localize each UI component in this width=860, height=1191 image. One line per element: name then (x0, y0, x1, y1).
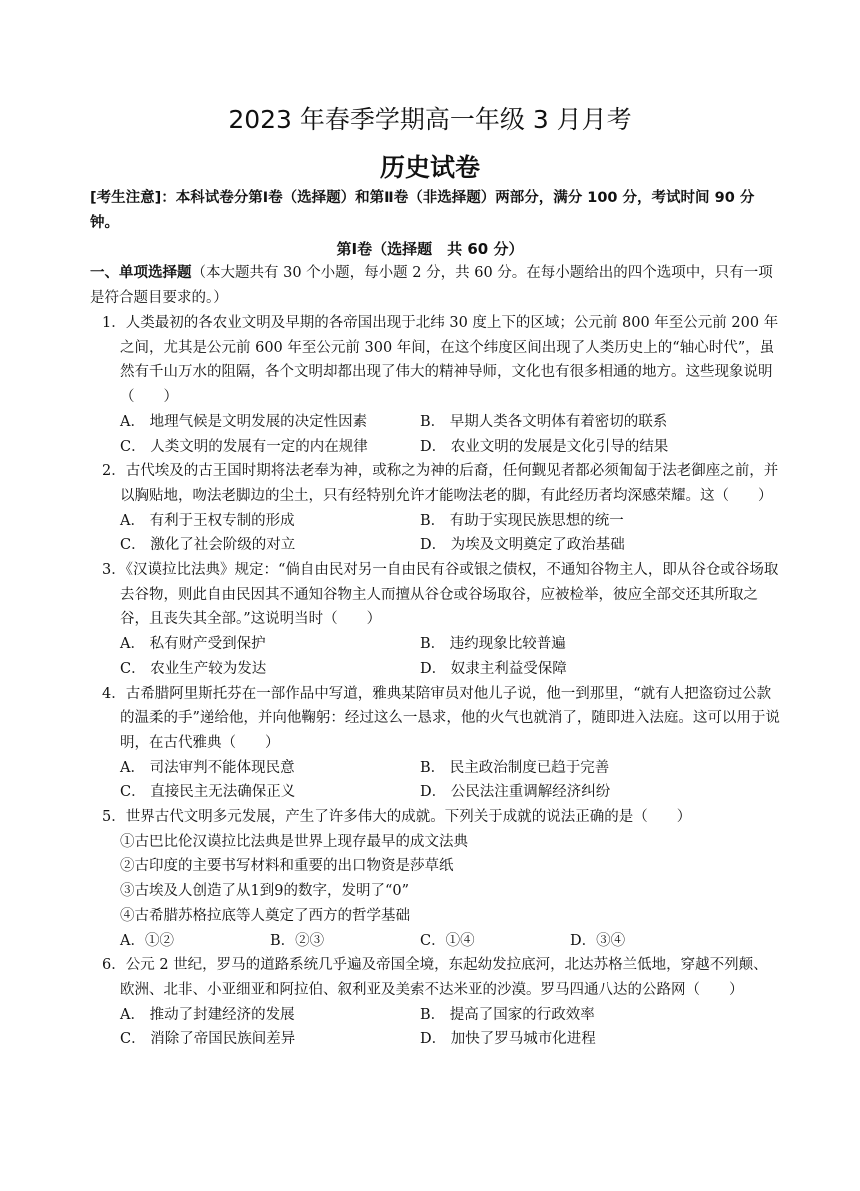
question-stem: 古希腊阿里斯托芬在一部作品中写道，雅典某陪审员对他儿子说，他一到那里，“就有人把盗窃过公款的温柔的手”递给他，并向他鞠躬：经过这么一恳求，他的火气也就消了，随即进入法庭。这可以用于说明，在古代雅典（ ） (120, 685, 780, 751)
option-c: C． 激化了社会阶级的对立 (120, 537, 296, 554)
section-instructions (90, 261, 780, 311)
option-d: D． 加快了罗马城市化进程 (420, 1031, 596, 1048)
option-c: C． 农业生产较为发达 (120, 660, 267, 677)
question-list (90, 311, 780, 1052)
option-d: D．③④ (570, 932, 626, 949)
option-a: A． 司法审判不能体现民意 (120, 759, 295, 776)
option-b: B．②③ (270, 932, 325, 949)
question-stem: 公元 2 世纪，罗马的道路系统几乎遍及帝国全境，东起幼发拉底河，北达苏格兰低地，穿越不列颠、欧洲、北非、小亚细亚和阿拉伯、叙利亚及美索不达米亚的沙漠。罗马四通八达的公路网（ ） (120, 957, 768, 998)
instructions-text: （本大题共有 30 个小题，每小题 2 分，共 60 分。在每小题给出的四个选项中，只有一项是符合题目要求的。） (90, 265, 773, 306)
question-stem: 世界古代文明多元发展，产生了许多伟大的成就。下列关于成就的说法正确的是（ ） (125, 809, 692, 826)
option-a: A． 推动了封建经济的发展 (120, 1006, 295, 1023)
option-c: C． 人类文明的发展有一定的内在规律 (120, 438, 368, 455)
question-number: 5． (102, 809, 126, 826)
question-stem: 《汉谟拉比法典》规定：“倘自由民对另一自由民有谷或银之债权，不通知谷物主人，即从谷仓或谷场取去谷物，则此自由民因其不通知谷物主人而擅从谷仓或谷场取谷，应被检举，彼应全部交还其所取之谷，且丧失其全部。”这说明当时（ ） (120, 562, 779, 628)
option-b: B． 提高了国家的行政效率 (420, 1006, 595, 1023)
option-d: D． 公民法注重调解经济纠纷 (420, 784, 611, 801)
question-number: 4． (102, 685, 126, 702)
question-number: 1． (102, 315, 126, 331)
statement-4: ④古希腊苏格拉底等人奠定了西方的哲学基础 (120, 907, 410, 924)
statement-2: ②古印度的主要书写材料和重要的出口物资是莎草纸 (120, 858, 454, 875)
exam-subject: 历史试卷 (379, 153, 480, 182)
question-stem: 古代埃及的古王国时期将法老奉为神，或称之为神的后裔，任何觐见者都必须匍匐于法老御座之前，并以胸贴地，吻法老脚边的尘土，只有经特别允许才能吻法老的脚，有此经历者均深感荣耀。这（ ） (120, 463, 779, 504)
question-5 (90, 805, 780, 953)
option-a: A． 地理气候是文明发展的决定性因素 (120, 413, 368, 430)
option-b: B． 违约现象比较普遍 (420, 636, 566, 653)
option-d: D． 奴隶主利益受保障 (420, 660, 567, 677)
option-b: B． 有助于实现民族思想的统一 (420, 512, 624, 529)
question-2 (90, 459, 780, 558)
question-4 (90, 682, 780, 806)
statement-1: ①古巴比伦汉谟拉比法典是世界上现存最早的成文法典 (120, 833, 468, 850)
question-3 (90, 558, 780, 682)
option-d: D． 为埃及文明奠定了政治基础 (420, 537, 625, 554)
option-b: B． 早期人类各文明体有着密切的联系 (420, 413, 668, 430)
option-c: C．①④ (420, 932, 475, 949)
question-1 (90, 311, 780, 459)
candidate-notice: [考生注意]：本科试卷分第Ⅰ卷（选择题）和第Ⅱ卷（非选择题）两部分，满分 100 分，考试时间 90 分钟。 (90, 190, 755, 231)
question-6 (90, 953, 780, 1052)
exam-title: 2023 年春季学期高一年级 3 月月考 (228, 105, 632, 134)
option-d: D． 农业文明的发展是文化引导的结果 (420, 438, 669, 455)
question-number: 2． (102, 463, 126, 480)
question-stem: 人类最初的各农业文明及早期的各帝国出现于北纬 30 度上下的区域；公元前 800 年至公元前 200 年之间，尤其是公元前 600 年至公元前 300 年间，在这个纬度区间出现了人类历史上的“轴心时代”，虽然有千山万水的阻隔，各个文明却都出现了伟大的精神导师，文化也有很多相通的地方。这些现象说明（ ） (120, 315, 779, 406)
option-a: A． 有利于王权专制的形成 (120, 512, 295, 529)
option-a: A．①② (120, 932, 174, 949)
option-c: C． 直接民主无法确保正义 (120, 784, 296, 801)
statement-3: ③古埃及人创造了从1到9的数字，发明了“0” (120, 883, 410, 900)
part-label: 一、单项选择题 (90, 265, 192, 281)
option-c: C． 消除了帝国民族间差异 (120, 1031, 296, 1048)
section-heading: 第Ⅰ卷（选择题 共 60 分） (336, 240, 524, 258)
question-number: 6． (102, 957, 126, 974)
option-a: A． 私有财产受到保护 (120, 636, 266, 653)
option-b: B． 民主政治制度已趋于完善 (420, 759, 610, 776)
question-number: 3． (102, 562, 126, 579)
